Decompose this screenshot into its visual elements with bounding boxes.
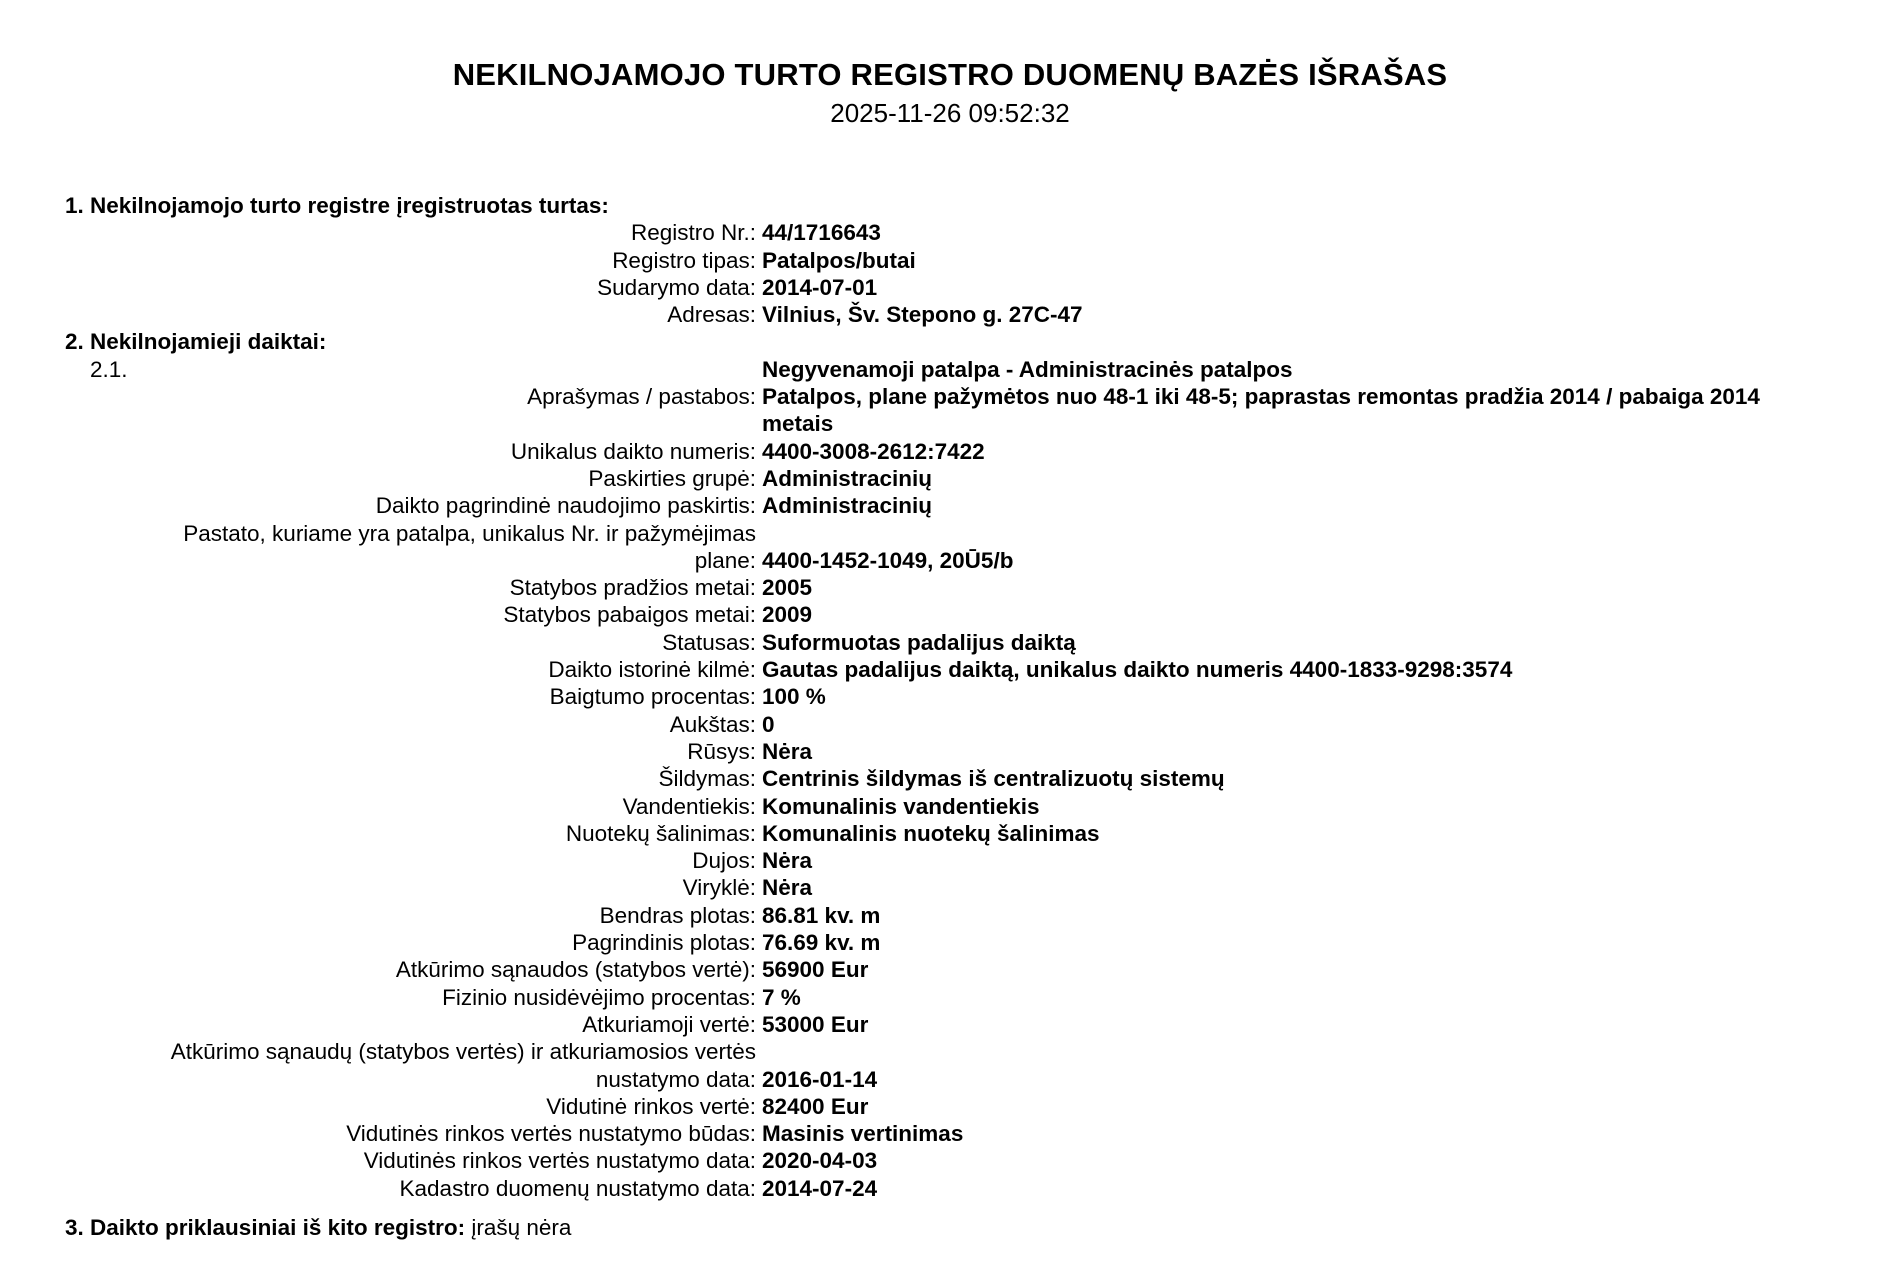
field-label: Vidutinės rinkos vertės nustatymo būdas: (346, 1121, 756, 1147)
field-value: 56900 Eur (762, 957, 869, 983)
section-1-heading: 1. Nekilnojamojo turto registre įregistruotas turtas: (65, 193, 609, 218)
field-row-cadastre-date (0, 1175, 1900, 1202)
field-value: Masinis vertinimas (762, 1121, 964, 1147)
item-number: 2.1. (90, 356, 128, 382)
field-label (0, 520, 756, 575)
field-value: 2005 (762, 575, 813, 601)
field-row-building-number (0, 520, 1900, 575)
field-value: Centrinis šildymas iš centralizuotų sistemų (762, 766, 1225, 792)
field-row-completion-percent (0, 683, 1900, 710)
section-3-title: 3. Daikto priklausiniai iš kito registro: (65, 1214, 466, 1240)
field-row-water-supply (0, 793, 1900, 820)
field-row-market-value-method (0, 1120, 1900, 1147)
document-body (0, 192, 1900, 1241)
field-label: Registro Nr.: (630, 220, 756, 246)
field-row-basement (0, 738, 1900, 765)
field-label: Aprašymas / pastabos: (527, 384, 756, 410)
field-row-depreciation-percent (0, 984, 1900, 1011)
field-label: Sudarymo data: (597, 274, 756, 300)
field-value: 2009 (762, 602, 813, 628)
field-label: Atkūrimo sąnaudos (statybos vertė): (395, 957, 756, 983)
field-value: 7 % (762, 984, 801, 1010)
field-label: Šildymas: (658, 766, 756, 792)
field-row-purpose-group (0, 465, 1900, 492)
field-value: Patalpos/butai (762, 247, 916, 273)
field-value: 2014-07-01 (762, 274, 878, 300)
field-label-line: nustatymo data: (595, 1066, 756, 1092)
field-value: 82400 Eur (762, 1093, 869, 1119)
field-value: 2014-07-24 (762, 1175, 878, 1201)
field-label: Unikalus daikto numeris: (510, 438, 756, 464)
field-row-market-value (0, 1093, 1900, 1120)
field-label: Viryklė: (682, 875, 756, 901)
field-row-unique-number (0, 438, 1900, 465)
field-row-gas (0, 847, 1900, 874)
field-value: 4400-3008-2612:7422 (762, 438, 985, 464)
field-label: Kadastro duomenų nustatymo data: (399, 1175, 756, 1201)
field-value: Administracinių (762, 465, 933, 491)
field-label (0, 1038, 756, 1093)
field-label-line: Pastato, kuriame yra patalpa, unikalus Nr. ir pažymėjimas (183, 520, 756, 546)
document-title: NEKILNOJAMOJO TURTO REGISTRO DUOMENŲ BAZĖS IŠRAŠAS (452, 57, 1448, 92)
field-label: Vandentiekis: (622, 793, 756, 819)
field-row-valuation-date (0, 1038, 1900, 1093)
field-row-market-value-date (0, 1147, 1900, 1174)
field-label: Bendras plotas: (599, 902, 756, 928)
field-value: 53000 Eur (762, 1011, 869, 1037)
field-label: Registro tipas: (612, 247, 756, 273)
field-value: 2016-01-14 (762, 1066, 878, 1092)
field-label: Nuotekų šalinimas: (565, 820, 756, 846)
field-label: Fizinio nusidėvėjimo procentas: (442, 984, 756, 1010)
field-label: Pagrindinis plotas: (572, 930, 756, 956)
field-value: 86.81 kv. m (762, 902, 881, 928)
field-label: Statybos pradžios metai: (509, 575, 756, 601)
field-row-main-purpose (0, 492, 1900, 519)
field-row-reconstruction-cost (0, 956, 1900, 983)
field-value: Nėra (762, 848, 813, 874)
document-timestamp: 2025-11-26 09:52:32 (830, 98, 1070, 128)
field-label-line: plane: (694, 547, 756, 573)
field-value: Gautas padalijus daiktą, unikalus daikto numeris 4400-1833-9298:3574 (762, 657, 1513, 683)
field-value: 4400-1452-1049, 20Ū5/b (762, 547, 1014, 573)
field-label: Rūsys: (687, 738, 756, 764)
field-row-total-area (0, 902, 1900, 929)
field-label: Atkuriamoji vertė: (582, 1011, 756, 1037)
field-row-construction-start (0, 574, 1900, 601)
field-label: Daikto pagrindinė naudojimo paskirtis: (375, 493, 756, 519)
field-row-creation-date (0, 274, 1900, 301)
field-label: Statusas: (662, 629, 756, 655)
item-title: Negyvenamoji patalpa - Administracinės patalpos (762, 356, 1293, 382)
section-2-heading: 2. Nekilnojamieji daiktai: (65, 329, 327, 355)
field-value: 44/1716643 (762, 220, 881, 246)
field-row-historical-origin (0, 656, 1900, 683)
field-value: Nėra (762, 875, 813, 901)
field-value: Nėra (762, 738, 813, 764)
field-label: Statybos pabaigos metai: (503, 602, 756, 628)
item-title-row (0, 356, 1900, 383)
field-value: 76.69 kv. m (762, 930, 881, 956)
field-value: Administracinių (762, 493, 933, 519)
field-label: Adresas: (667, 302, 756, 328)
field-label: Vidutinės rinkos vertės nustatymo data: (363, 1148, 756, 1174)
field-value: 2020-04-03 (762, 1148, 878, 1174)
field-label: Aukštas: (669, 711, 756, 737)
field-label: Daikto istorinė kilmė: (548, 657, 756, 683)
section-3-value: įrašų nėra (471, 1214, 572, 1240)
field-value: 0 (762, 711, 775, 737)
field-row-status (0, 629, 1900, 656)
field-label: Paskirties grupė: (588, 465, 756, 491)
field-value: 100 % (762, 684, 826, 710)
field-row-description (0, 383, 1900, 438)
section-3-heading (0, 1214, 1900, 1241)
field-label: Dujos: (692, 848, 756, 874)
field-row-sewerage (0, 820, 1900, 847)
field-row-stove (0, 874, 1900, 901)
field-label-line: Atkūrimo sąnaudų (statybos vertės) ir atkuriamosios vertės (170, 1039, 756, 1065)
field-row-main-area (0, 929, 1900, 956)
field-value: Komunalinis vandentiekis (762, 793, 1040, 819)
field-row-floor (0, 711, 1900, 738)
field-value: Patalpos, plane pažymėtos nuo 48-1 iki 48-5; paprastas remontas pradžia 2014 / pabaiga 2014 metais (762, 384, 1760, 437)
field-value: Vilnius, Šv. Stepono g. 27C-47 (762, 302, 1083, 328)
field-row-restorable-value (0, 1011, 1900, 1038)
field-value: Komunalinis nuotekų šalinimas (762, 820, 1100, 846)
field-row-registry-type (0, 247, 1900, 274)
field-label: Baigtumo procentas: (549, 684, 756, 710)
field-row-heating (0, 765, 1900, 792)
field-value: Suformuotas padalijus daiktą (762, 629, 1076, 655)
field-row-registry-number (0, 219, 1900, 246)
field-row-construction-end (0, 601, 1900, 628)
field-row-address (0, 301, 1900, 328)
field-label: Vidutinė rinkos vertė: (546, 1093, 756, 1119)
